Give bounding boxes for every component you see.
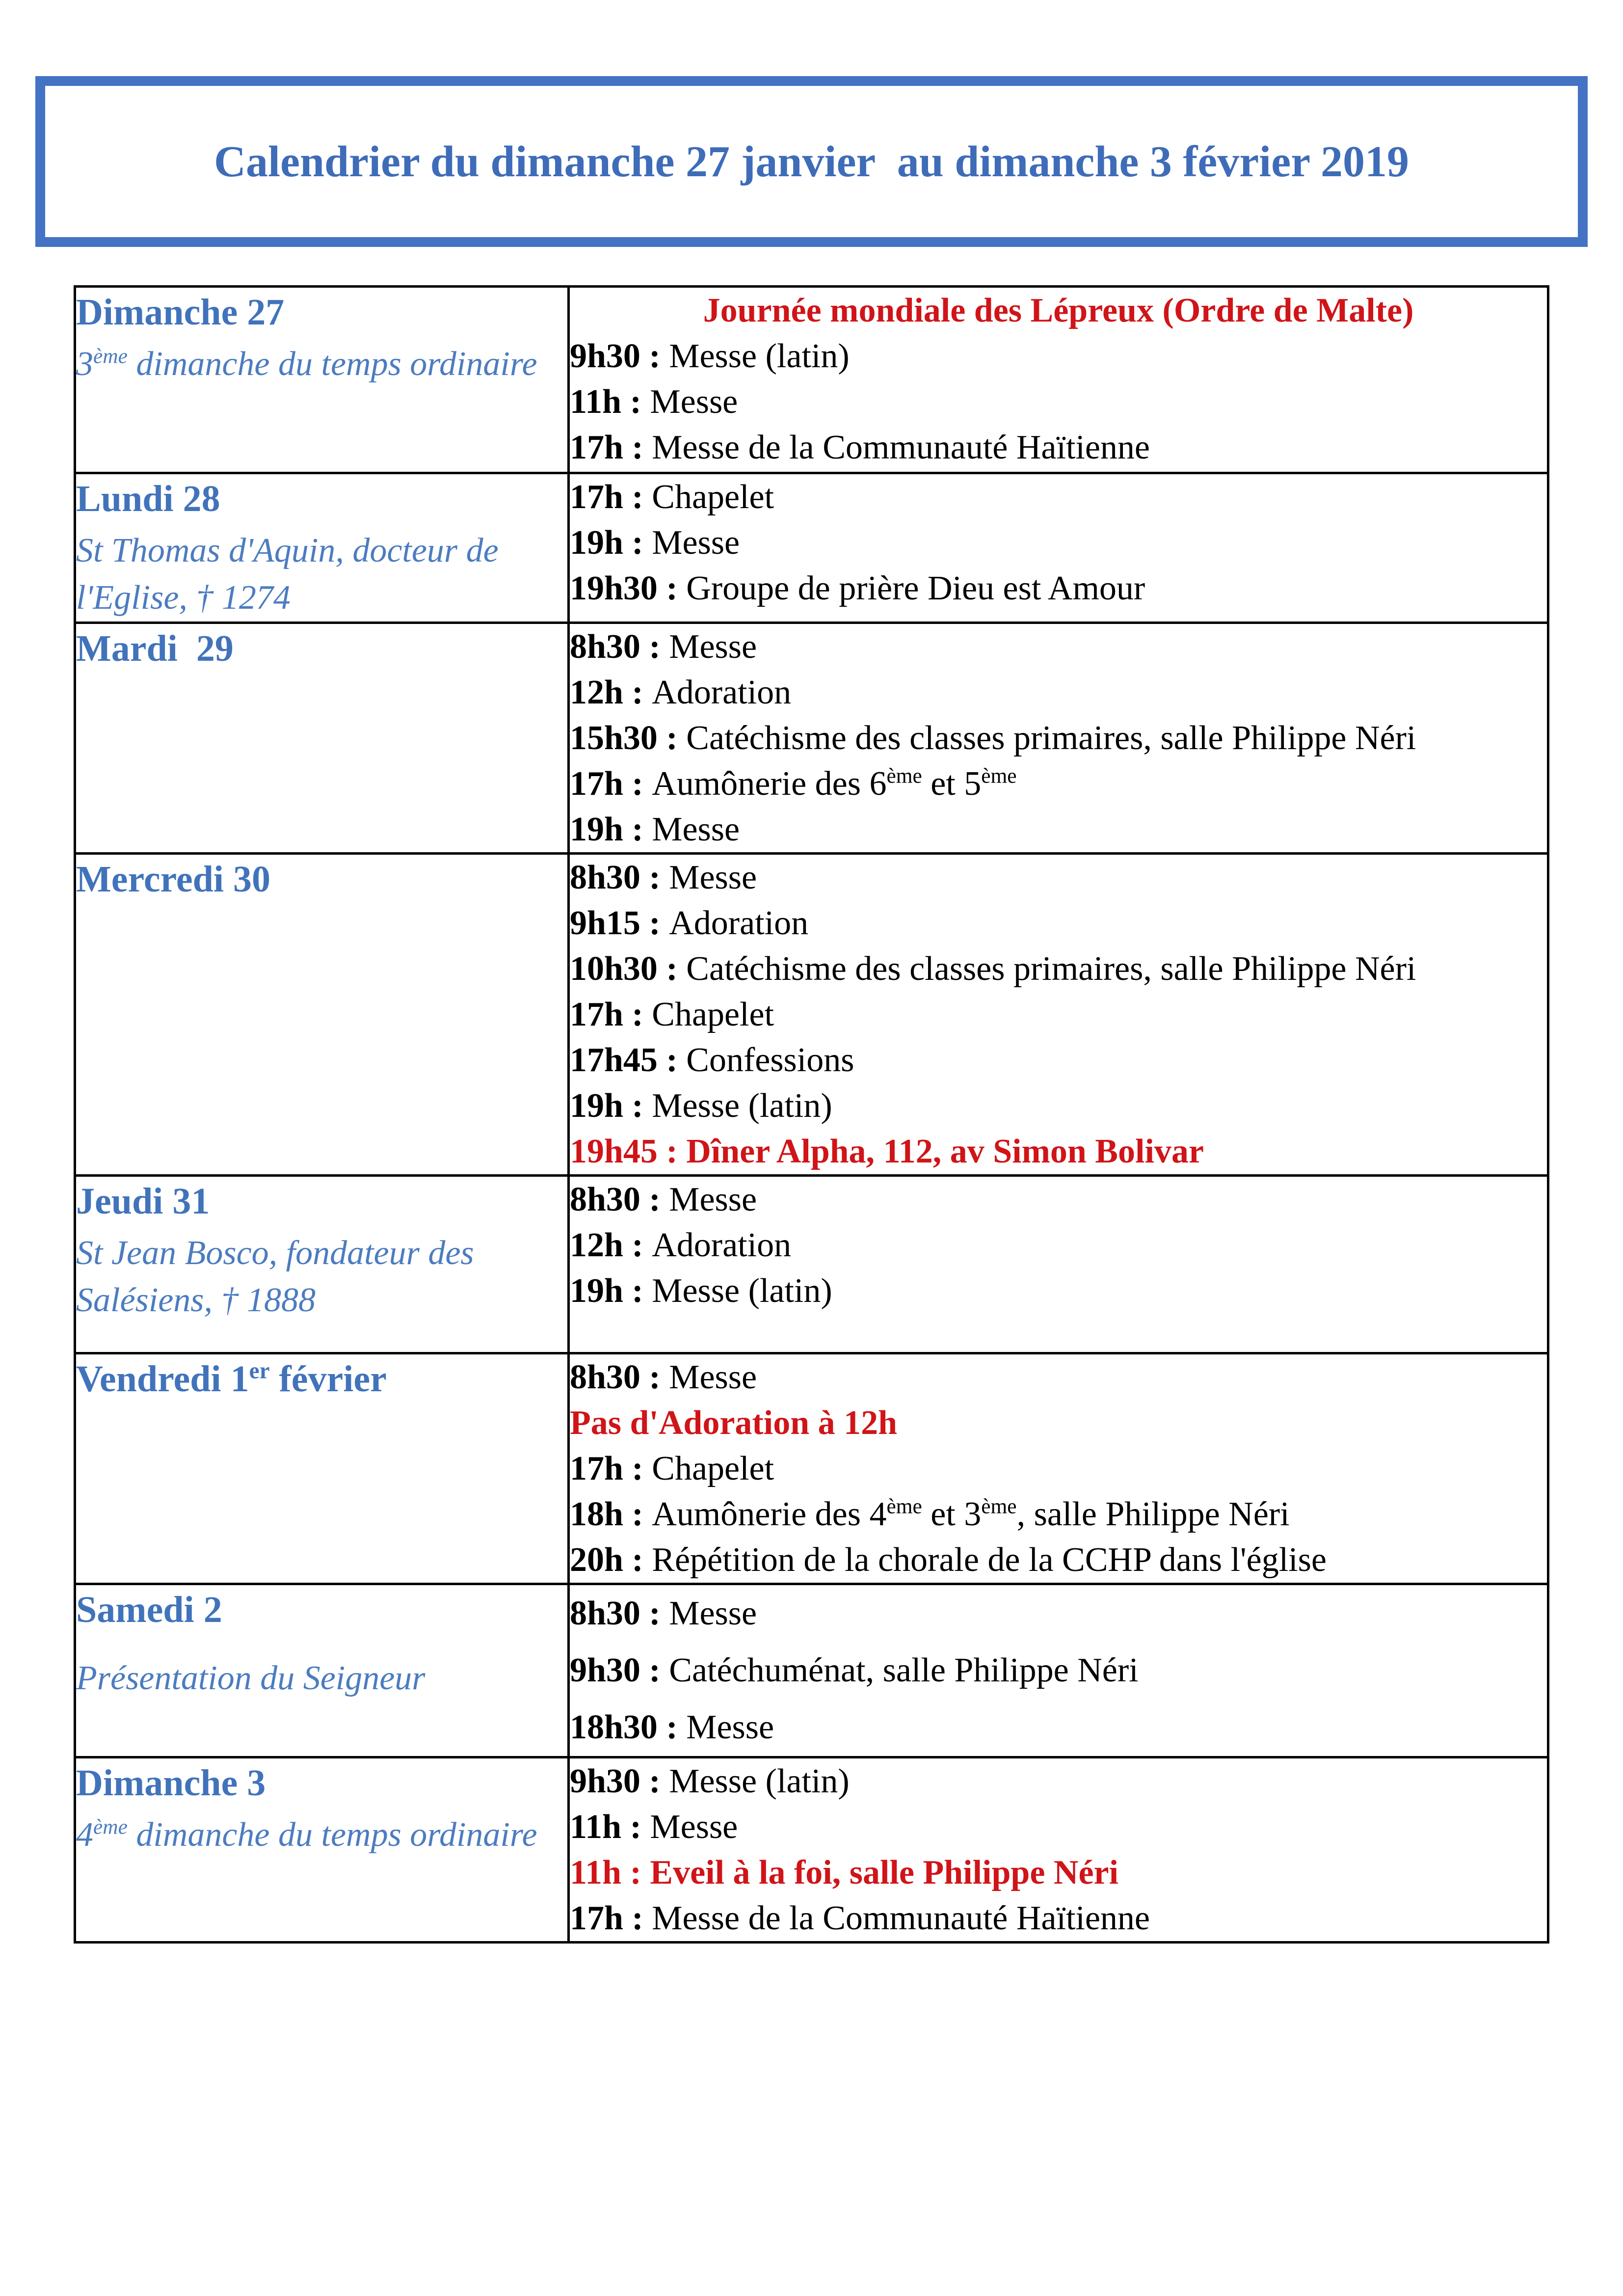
event-line	[570, 520, 1547, 566]
day-subtitle: St Thomas d'Aquin, docteur de l'Eglise, † 1274	[76, 532, 499, 617]
day-name: Samedi 2	[76, 1589, 222, 1630]
event-description: Aumônerie des 6ème et 5ème	[652, 764, 1017, 803]
event-line	[570, 1850, 1547, 1895]
event-description: Messe	[652, 524, 740, 562]
event-description: Messe (latin)	[669, 1762, 850, 1800]
event-description: Catéchisme des classes primaires, salle Philippe Néri	[686, 950, 1416, 988]
event-line	[570, 1699, 1547, 1756]
event-description: Catéchuménat, salle Philippe Néri	[669, 1651, 1139, 1689]
event-description: Aumônerie des 4ème et 3ème, salle Philippe Néri	[652, 1494, 1290, 1533]
event-time: 17h :	[570, 1450, 652, 1487]
events-cell	[569, 287, 1548, 473]
event-line	[570, 1804, 1547, 1850]
event-line	[570, 566, 1547, 611]
event-description: Chapelet	[652, 996, 774, 1033]
event-line	[570, 1446, 1547, 1491]
event-line	[570, 992, 1547, 1037]
event-description: Journée mondiale des Lépreux (Ordre de Malte)	[703, 292, 1414, 329]
event-description: Messe de la Communauté Haïtienne	[652, 1899, 1150, 1937]
day-name: Lundi 28	[76, 478, 220, 519]
event-time: 8h30 :	[570, 628, 669, 666]
page-title: Calendrier du dimanche 27 janvier au dimanche 3 février 2019	[214, 137, 1409, 186]
event-description: Adoration	[652, 1226, 792, 1264]
event-time: 19h30 :	[570, 569, 687, 607]
day-cell	[75, 1176, 569, 1353]
event-description: Chapelet	[652, 1450, 774, 1487]
events-cell	[569, 1176, 1548, 1353]
day-cell	[75, 473, 569, 623]
event-time: 17h :	[570, 1899, 652, 1937]
event-line	[570, 425, 1547, 470]
event-line	[570, 333, 1547, 379]
table-row	[75, 623, 1548, 854]
events-cell	[569, 1584, 1548, 1757]
day-cell	[75, 1757, 569, 1943]
event-line	[570, 1268, 1547, 1314]
event-line	[570, 761, 1547, 807]
day-name: Mardi 29	[76, 628, 234, 669]
event-description: Messe	[686, 1708, 774, 1746]
event-line	[570, 715, 1547, 761]
event-time: 8h30 :	[570, 1358, 669, 1396]
table-row	[75, 1176, 1548, 1353]
event-line	[570, 1642, 1547, 1699]
event-line	[570, 1537, 1547, 1583]
event-line	[570, 288, 1547, 333]
events-cell	[569, 473, 1548, 623]
event-description: Adoration	[669, 904, 809, 942]
event-time: 19h45 :	[570, 1133, 687, 1170]
event-time: 11h :	[570, 1854, 650, 1891]
event-line	[570, 1354, 1547, 1400]
title-box	[35, 76, 1588, 247]
table-row	[75, 1757, 1548, 1943]
event-time: 15h30 :	[570, 719, 687, 757]
events-cell	[569, 1757, 1548, 1943]
table-row	[75, 1584, 1548, 1757]
calendar-table	[74, 285, 1549, 1944]
event-time: 17h :	[570, 765, 652, 803]
event-time: 8h30 :	[570, 859, 669, 896]
events-cell	[569, 623, 1548, 854]
event-line	[570, 1758, 1547, 1804]
event-description: Adoration	[652, 674, 792, 711]
event-line	[570, 1491, 1547, 1537]
event-time: 9h30 :	[570, 1651, 669, 1689]
event-line	[570, 900, 1547, 946]
event-line	[570, 1585, 1547, 1642]
table-row	[75, 473, 1548, 623]
day-cell	[75, 854, 569, 1176]
event-time: 18h :	[570, 1495, 652, 1533]
day-subtitle: 3ème dimanche du temps ordinaire	[76, 344, 537, 383]
event-description: Messe de la Communauté Haïtienne	[652, 429, 1150, 466]
event-time: 9h30 :	[570, 337, 669, 375]
day-cell	[75, 1584, 569, 1757]
event-description: Pas d'Adoration à 12h	[570, 1404, 898, 1442]
day-name: Dimanche 27	[76, 292, 285, 333]
event-line	[570, 1037, 1547, 1083]
day-subtitle: St Jean Bosco, fondateur des Salésiens, † 1888	[76, 1234, 474, 1319]
day-cell	[75, 1353, 569, 1584]
event-time: 17h :	[570, 429, 652, 466]
table-row	[75, 854, 1548, 1176]
event-time: 17h45 :	[570, 1041, 687, 1079]
event-description: Répétition de la chorale de la CCHP dans l'église	[652, 1541, 1327, 1579]
event-description: Messe	[669, 1594, 757, 1632]
event-line	[570, 1400, 1547, 1446]
event-description: Messe (latin)	[652, 1087, 832, 1125]
event-description: Messe	[669, 1181, 757, 1218]
event-time: 9h15 :	[570, 904, 669, 942]
event-time: 19h :	[570, 1087, 652, 1125]
event-line	[570, 1177, 1547, 1222]
event-line	[570, 807, 1547, 852]
event-time: 19h :	[570, 524, 652, 562]
event-description: Messe	[669, 1358, 757, 1396]
event-description: Messe	[652, 810, 740, 848]
event-description: Groupe de prière Dieu est Amour	[686, 569, 1145, 607]
table-row	[75, 287, 1548, 473]
day-name: Mercredi 30	[76, 859, 271, 900]
event-description: Messe	[650, 1808, 738, 1846]
day-name: Vendredi 1er février	[76, 1358, 387, 1400]
day-name: Dimanche 3	[76, 1762, 266, 1804]
event-line	[570, 624, 1547, 670]
event-line	[570, 1895, 1547, 1941]
event-description: Messe (latin)	[669, 337, 850, 375]
event-time: 8h30 :	[570, 1594, 669, 1632]
event-line	[570, 1083, 1547, 1129]
event-line	[570, 1129, 1547, 1174]
event-time: 10h30 :	[570, 950, 687, 988]
event-description: Catéchisme des classes primaires, salle Philippe Néri	[686, 719, 1416, 757]
event-time: 11h :	[570, 1808, 650, 1846]
day-subtitle: Présentation du Seigneur	[76, 1659, 426, 1697]
event-time: 17h :	[570, 996, 652, 1033]
event-time: 12h :	[570, 1226, 652, 1264]
event-time: 9h30 :	[570, 1762, 669, 1800]
events-cell	[569, 854, 1548, 1176]
day-cell	[75, 287, 569, 473]
event-description: Messe	[669, 859, 757, 896]
event-description: Dîner Alpha, 112, av Simon Bolivar	[686, 1133, 1204, 1170]
day-subtitle: 4ème dimanche du temps ordinaire	[76, 1815, 537, 1854]
table-row	[75, 1353, 1548, 1584]
event-description: Messe	[650, 383, 738, 421]
event-description: Messe	[669, 628, 757, 666]
event-line	[570, 1222, 1547, 1268]
event-time: 19h :	[570, 1272, 652, 1310]
event-line	[570, 474, 1547, 520]
event-time: 18h30 :	[570, 1708, 687, 1746]
event-description: Eveil à la foi, salle Philippe Néri	[650, 1854, 1119, 1891]
event-line	[570, 855, 1547, 900]
events-cell	[569, 1353, 1548, 1584]
event-time: 17h :	[570, 478, 652, 516]
event-description: Messe (latin)	[652, 1272, 832, 1310]
event-description: Confessions	[686, 1041, 854, 1079]
event-description: Chapelet	[652, 478, 774, 516]
day-cell	[75, 623, 569, 854]
event-line	[570, 670, 1547, 715]
event-time: 12h :	[570, 674, 652, 711]
event-time: 20h :	[570, 1541, 652, 1579]
event-time: 11h :	[570, 383, 650, 421]
event-line	[570, 379, 1547, 425]
event-time: 8h30 :	[570, 1181, 669, 1218]
event-time: 19h :	[570, 810, 652, 848]
event-line	[570, 946, 1547, 992]
day-name: Jeudi 31	[76, 1181, 210, 1222]
